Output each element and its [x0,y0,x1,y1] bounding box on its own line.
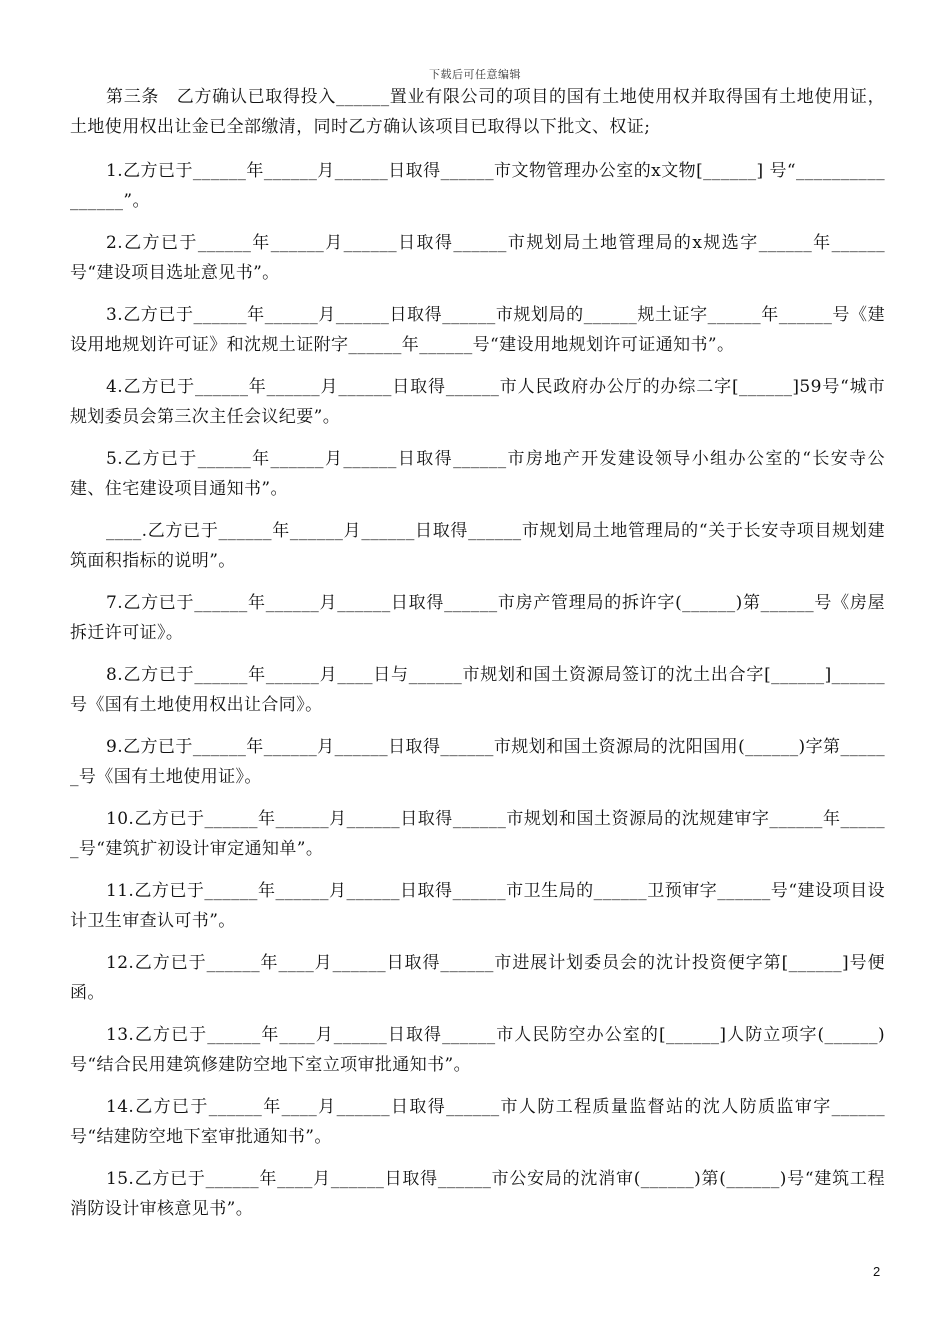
list-item: 3.乙方已于______年______月______日取得______市规划局的______规土证字______年______号《建设用地规划许可证》和沈规土证附字______年______号“建设用地规划许可证通知书”。 [70,305,885,355]
header-watermark: 下载后可任意编辑 [429,68,521,81]
list-item: 8.乙方已于______年______月____日与______市规划和国土资源局签订的沈土出合字[______]______号《国有土地使用权出让合同》。 [70,665,885,715]
list-item: 13.乙方已于______年____月______日取得______市人民防空办公室的[______]人防立项字(______)号“结合民用建筑修建防空地下室立项审批通知书”。 [70,1025,885,1075]
document-body [70,82,885,1236]
list-item: 12.乙方已于______年____月______日取得______市进展计划委员会的沈计投资便字第[______]号便函。 [70,953,885,1003]
list-item: 9.乙方已于______年______月______日取得______市规划和国土资源局的沈阳国用(______)字第______号《国有土地使用证》。 [70,737,885,787]
list-item: 10.乙方已于______年______月______日取得______市规划和国土资源局的沈规建审字______年______号“建筑扩初设计审定通知单”。 [70,809,885,859]
page-number: 2 [873,1264,881,1279]
list-item: ____.乙方已于______年______月______日取得______市规划局土地管理局的“关于长安寺项目规划建筑面积指标的说明”。 [70,521,885,571]
list-item: 2.乙方已于______年______月______日取得______市规划局土地管理局的x规选字______年______号“建设项目选址意见书”。 [70,233,885,283]
article-intro: 第三条 乙方确认已取得投入______置业有限公司的项目的国有土地使用权并取得国有土地使用证，土地使用权出让金已全部缴清，同时乙方确认该项目已取得以下批文、权证; [70,87,885,137]
list-item: 11.乙方已于______年______月______日取得______市卫生局的______卫预审字______号“建设项目设计卫生审查认可书”。 [70,881,885,931]
list-item: 4.乙方已于______年______月______日取得______市人民政府办公厅的办综二字[______]59号“城市规划委员会第三次主任会议纪要”。 [70,377,885,427]
list-item: 14.乙方已于______年____月______日取得______市人防工程质量监督站的沈人防质监审字______号“结建防空地下室审批通知书”。 [70,1097,885,1147]
list-item: 7.乙方已于______年______月______日取得______市房产管理局的拆许字(______)第______号《房屋拆迁许可证》。 [70,593,885,643]
list-item: 1.乙方已于______年______月______日取得______市文物管理办公室的x文物[______] 号“________________”。 [70,161,885,211]
list-item: 15.乙方已于______年____月______日取得______市公安局的沈消审(______)第(______)号“建筑工程消防设计审核意见书”。 [70,1169,885,1219]
list-item: 5.乙方已于______年______月______日取得______市房地产开发建设领导小组办公室的“长安寺公建、住宅建设项目通知书”。 [70,449,885,499]
